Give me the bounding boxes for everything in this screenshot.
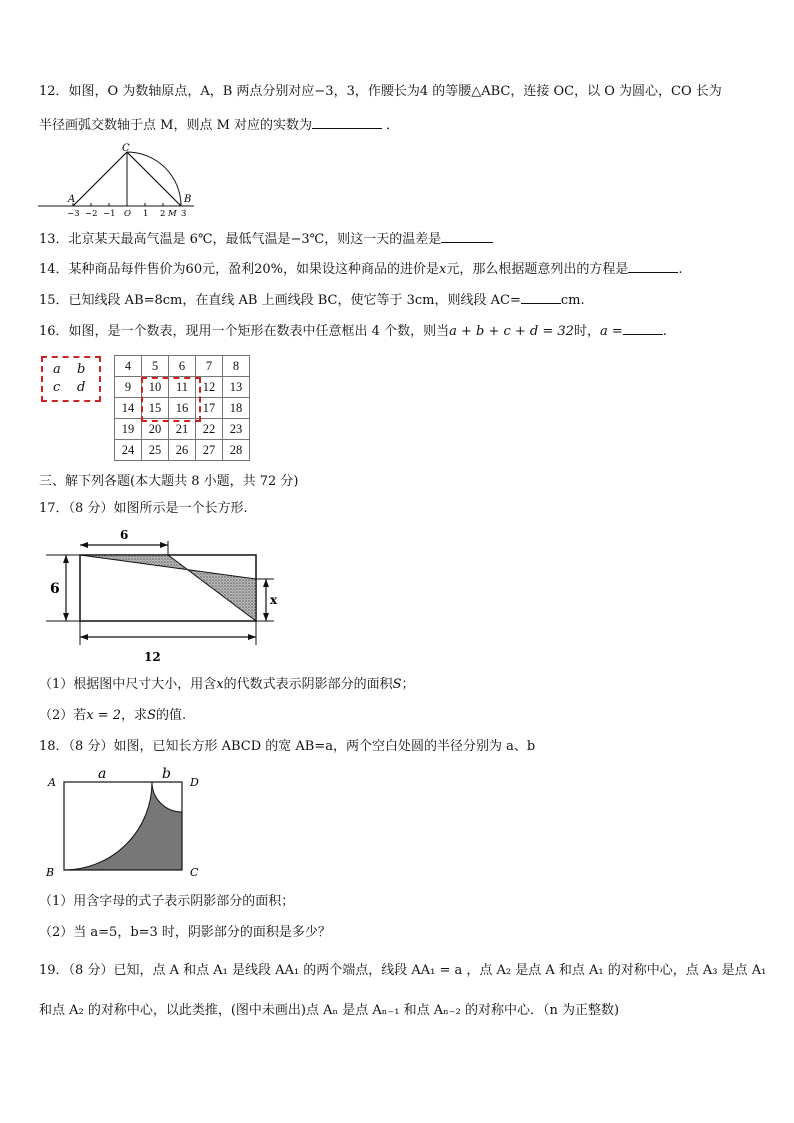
q18-label-d-corner: D — [190, 776, 199, 789]
tick-label: −2 — [85, 209, 98, 218]
legend-d: d — [77, 380, 86, 395]
tick-label: 1 — [143, 209, 149, 218]
table-cell: 27 — [196, 440, 223, 461]
table-cell: 25 — [142, 440, 169, 461]
q17-label-left: 6 — [50, 581, 60, 597]
q18-label-b-corner: B — [46, 866, 55, 879]
label-c: C — [122, 143, 130, 154]
q18-rectangle-figure — [40, 764, 210, 882]
table-cell: 17 — [196, 398, 223, 419]
q16-end: . — [662, 324, 667, 339]
table-cell: 11 — [169, 377, 196, 398]
q17-part1-var2: S — [392, 677, 402, 692]
table-cell: 5 — [142, 356, 169, 377]
table-cell: 13 — [223, 377, 250, 398]
q17-part1-text-2: 的代数式表示阴影部分的面积 — [223, 677, 393, 692]
q17-label-right: x — [270, 593, 278, 607]
q17-shaded-region — [80, 555, 256, 621]
q18-label-b: b — [162, 766, 171, 782]
q18-stem: 18．（8 分）如图，已知长方形 ABCD 的宽 AB=a，两个空白处圆的半径分别为 a、b — [39, 739, 536, 754]
q14-var: x — [438, 262, 447, 277]
table-cell: 23 — [223, 419, 250, 440]
q16-legend-box — [41, 356, 101, 402]
q15-answer-blank — [521, 291, 561, 304]
tick-label: M — [168, 209, 177, 218]
table-cell: 12 — [196, 377, 223, 398]
q16-line — [39, 322, 667, 340]
legend-c: c — [53, 380, 61, 395]
table-cell: 18 — [223, 398, 250, 419]
q17-part1 — [39, 677, 415, 693]
q15-unit: cm. — [560, 293, 585, 308]
q17-rectangle-figure — [44, 525, 284, 667]
segment-bc — [127, 152, 181, 206]
q12-number-line-figure — [36, 142, 196, 218]
q17-label-bottom: 12 — [144, 650, 161, 664]
q18-label-c-corner: C — [190, 866, 199, 879]
q17-label-top: 6 — [120, 528, 129, 542]
table-cell: 19 — [115, 419, 142, 440]
q16-number-table — [114, 355, 250, 461]
q12-answer-blank — [312, 116, 382, 129]
tick-label: O — [124, 209, 131, 218]
q19-line2: 和点 A₂ 的对称中心，以此类推，(图中未画出)点 Aₙ 是点 Aₙ₋₁ 和点 Aₙ₋₂ 的对称中心．（n 为正整数) — [39, 1003, 620, 1018]
q18-part1: （1）用含字母的式子表示阴影部分的面积； — [39, 894, 295, 909]
table-cell: 15 — [142, 398, 169, 419]
legend-b: b — [77, 362, 86, 377]
q17-part1-end: ； — [401, 677, 415, 692]
q12-line1: 12．如图，O 为数轴原点，A，B 两点分别对应−3，3，作腰长为4 的等腰△ABC，连接 OC，以 O 为圆心，CO 长为 — [39, 84, 722, 99]
q14-text-2: 元，那么根据题意列出的方程是 — [446, 262, 629, 277]
q17-part2-eq: x = 2 — [86, 708, 122, 723]
table-cell: 21 — [169, 419, 196, 440]
table-cell: 26 — [169, 440, 196, 461]
q17-part2-text-2: ，求 — [121, 708, 148, 723]
q17-part2-var: S — [147, 708, 156, 723]
table-cell: 16 — [169, 398, 196, 419]
q19-line1: 19．（8 分）已知，点 A 和点 A₁ 是线段 AA₁ 的两个端点，线段 AA₁ = a ，点 A₂ 是点 A 和点 A₁ 的对称中心，点 A₃ 是点 A₁ — [39, 963, 767, 978]
table-cell: 20 — [142, 419, 169, 440]
q12-line2-text: 半径画弧交数轴于点 M，则点 M 对应的实数为 — [39, 118, 313, 133]
table-cell: 24 — [115, 440, 142, 461]
q13-answer-blank — [441, 230, 493, 243]
table-cell: 10 — [142, 377, 169, 398]
table-cell: 28 — [223, 440, 250, 461]
q18-part2: （2）当 a=5，b=3 时，阴影部分的面积是多少？ — [39, 925, 331, 940]
tick-label: 3 — [181, 209, 187, 218]
q16-text-2: 时， — [573, 324, 600, 339]
q17-part1-text: （1）根据图中尺寸大小，用含 — [39, 677, 217, 692]
q14-end: . — [678, 262, 683, 277]
q13-line — [39, 230, 493, 248]
q17-part2-end: 的值. — [155, 708, 187, 723]
q16-selection-frame — [141, 377, 201, 422]
table-cell: 8 — [223, 356, 250, 377]
q14-answer-blank — [628, 260, 678, 273]
table-cell: 4 — [115, 356, 142, 377]
q16-equation: a + b + c + d = 32 — [449, 324, 574, 339]
table-cell: 14 — [115, 398, 142, 419]
table-cell: 6 — [169, 356, 196, 377]
q13-text: 13．北京某天最高气温是 6℃，最低气温是−3℃，则这一天的温差是 — [39, 232, 442, 247]
table-cell: 7 — [196, 356, 223, 377]
q16-answer-blank — [623, 322, 663, 335]
segment-ac — [73, 152, 127, 206]
q17-stem: 17．（8 分）如图所示是一个长方形. — [39, 501, 248, 516]
q12-line2 — [39, 116, 399, 134]
tick-label: −3 — [67, 209, 80, 218]
table-cell: 22 — [196, 419, 223, 440]
table-cell: 9 — [115, 377, 142, 398]
q18-label-a: a — [98, 766, 107, 782]
label-b: B — [184, 194, 192, 205]
section-heading: 三、解下列各题(本大题共 8 小题，共 72 分) — [39, 474, 299, 489]
q15-text: 15．已知线段 AB=8cm，在直线 AB 上画线段 BC，使它等于 3cm，则线段 AC= — [39, 293, 521, 308]
tick-label: 2 — [160, 209, 166, 218]
q14-text: 14．某种商品每件售价为60元，盈利20%，如果设这种商品的进价是 — [39, 262, 439, 277]
q16-answer-var: a = — [599, 324, 623, 339]
legend-a: a — [53, 362, 61, 377]
q18-label-a-corner: A — [48, 776, 56, 789]
q17-part2-text: （2）若 — [39, 708, 87, 723]
q17-part2 — [39, 708, 186, 724]
q12-line2-end: ． — [386, 118, 400, 133]
q15-line — [39, 291, 585, 309]
q16-text: 16．如图，是一个数表，现用一个矩形在数表中任意框出 4 个数，则当 — [39, 324, 450, 339]
label-a: A — [68, 194, 76, 205]
q17-part1-var: x — [216, 677, 224, 692]
tick-label: −1 — [103, 209, 116, 218]
q14-line — [39, 260, 682, 278]
